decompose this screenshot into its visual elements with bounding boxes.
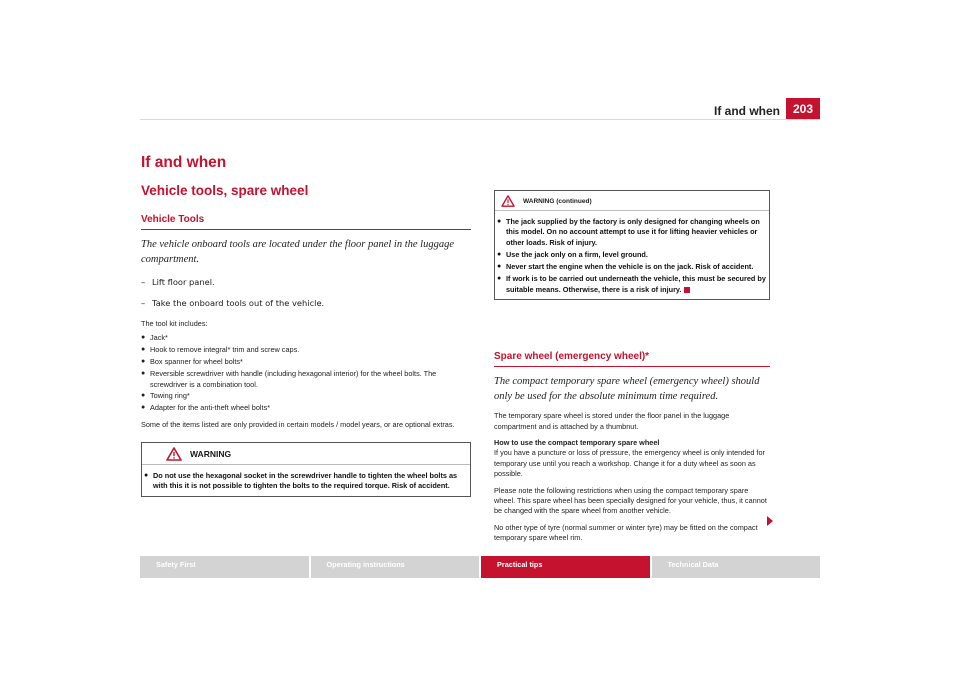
warning-title: WARNING	[190, 449, 232, 460]
list-item: ● Box spanner for wheel bolts*	[141, 357, 243, 367]
bullet-icon: ●	[497, 262, 502, 270]
bullet-icon: ●	[141, 358, 146, 366]
kit-intro: The tool kit includes:	[141, 319, 208, 328]
kit-note: Some of the items listed are only provided in certain models / model years, or are optional extras.	[141, 419, 455, 429]
subsection-title: Vehicle Tools	[141, 213, 471, 230]
list-item: ● Adapter for the anti-theft wheel bolts*	[141, 403, 271, 413]
intro-text: The vehicle onboard tools are located under the floor panel in the luggage compartment.	[141, 239, 455, 265]
list-item: ● The jack supplied by the factory is only designed for changing wheels on this model. On no account attempt to use it for lifting heavier vehicles or other loads. Risk of injury.	[497, 216, 760, 247]
tab-practical-tips[interactable]: Practical tips	[481, 556, 650, 578]
subsection-title: Spare wheel (emergency wheel)*	[494, 350, 770, 367]
warning-box-continued	[494, 190, 770, 300]
step-text: Lift floor panel.	[152, 277, 215, 287]
spare-wheel-body	[494, 411, 770, 543]
warning-title: WARNING (continued)	[523, 197, 592, 205]
bullet-icon: ●	[141, 346, 146, 354]
list-item: ● Towing ring*	[141, 391, 190, 401]
bullet-icon: ●	[141, 370, 146, 378]
paragraph: No other type of tyre (normal summer or winter tyre) may be fitted on the compact temporary spare wheel rim.	[494, 522, 758, 543]
tool-kit-body	[141, 319, 471, 430]
page-number-badge: 203	[786, 98, 820, 119]
tab-technical-data[interactable]: Technical Data	[652, 556, 821, 578]
tab-safety-first[interactable]: Safety First	[140, 556, 309, 578]
right-column	[494, 190, 770, 544]
header-divider	[140, 119, 820, 120]
continue-arrow-icon	[767, 516, 773, 526]
list-item: ● Reversible screwdriver with handle (including hexagonal interior) for the wheel bolts. The screwdriver is a combination tool.	[141, 369, 437, 389]
footer-nav	[140, 556, 820, 578]
intro-text: The compact temporary spare wheel (emergency wheel) should only be used for the absolute minimum time required.	[494, 376, 760, 403]
step-item	[141, 297, 471, 309]
list-item: ● Use the jack only on a firm, level ground.	[497, 249, 648, 259]
list-item: ● Hook to remove integral* trim and screw caps.	[141, 345, 300, 355]
bullet-icon: ●	[141, 404, 146, 412]
paragraph: If you have a puncture or loss of pressure, the emergency wheel is only intended for temporary use until you reach a workshop. Change it for a duty wheel as soon as possible.	[494, 448, 765, 479]
warning-box	[141, 442, 471, 497]
bullet-icon: ●	[497, 250, 502, 258]
bullet-icon: ●	[141, 334, 146, 342]
end-of-section-icon	[684, 287, 690, 293]
step-text: Take the onboard tools out of the vehicle.	[152, 298, 325, 308]
bullet-icon: ●	[497, 274, 502, 282]
chapter-title: If and when	[141, 154, 227, 171]
warning-body	[142, 465, 470, 496]
warning-triangle-icon	[166, 447, 182, 461]
list-item: ● If work is to be carried out underneath the vehicle, this must be secured by suitable means. Otherwise, there is a risk of injury.	[497, 273, 766, 294]
warning-body	[495, 211, 769, 299]
list-item: ● Do not use the hexagonal socket in the screwdriver handle to tighten the wheel bolts as with this it is not possible to tighten the bolts to the required torque. Risk of accident.	[144, 470, 458, 491]
list-item: ● Never start the engine when the vehicle is on the jack. Risk of accident.	[497, 261, 754, 271]
paragraph: Please note the following restrictions when using the compact temporary spare wheel. This spare wheel has been specially designed for your vehicle, thus, it cannot be changed with the spare wheel from another vehicle.	[494, 485, 767, 516]
bullet-icon: ●	[144, 471, 149, 479]
warning-header	[142, 443, 470, 465]
left-column	[141, 150, 471, 497]
list-item: ● Jack*	[141, 333, 168, 343]
warning-triangle-icon	[501, 195, 515, 207]
bullet-icon: ●	[141, 392, 146, 400]
paragraph: The temporary spare wheel is stored under the floor panel in the luggage compartment and is attached by a thumbnut.	[494, 411, 730, 431]
bullet-icon: ●	[497, 217, 502, 225]
step-item	[141, 276, 471, 288]
paragraph-heading: How to use the compact temporary spare wheel	[494, 437, 660, 447]
dash-marker: –	[141, 298, 146, 308]
running-header-title: If and when	[714, 104, 780, 118]
warning-header	[495, 191, 769, 211]
dash-marker: –	[141, 277, 146, 287]
tab-operating-instructions[interactable]: Operating instructions	[311, 556, 480, 578]
section-title: Vehicle tools, spare wheel	[141, 183, 309, 198]
